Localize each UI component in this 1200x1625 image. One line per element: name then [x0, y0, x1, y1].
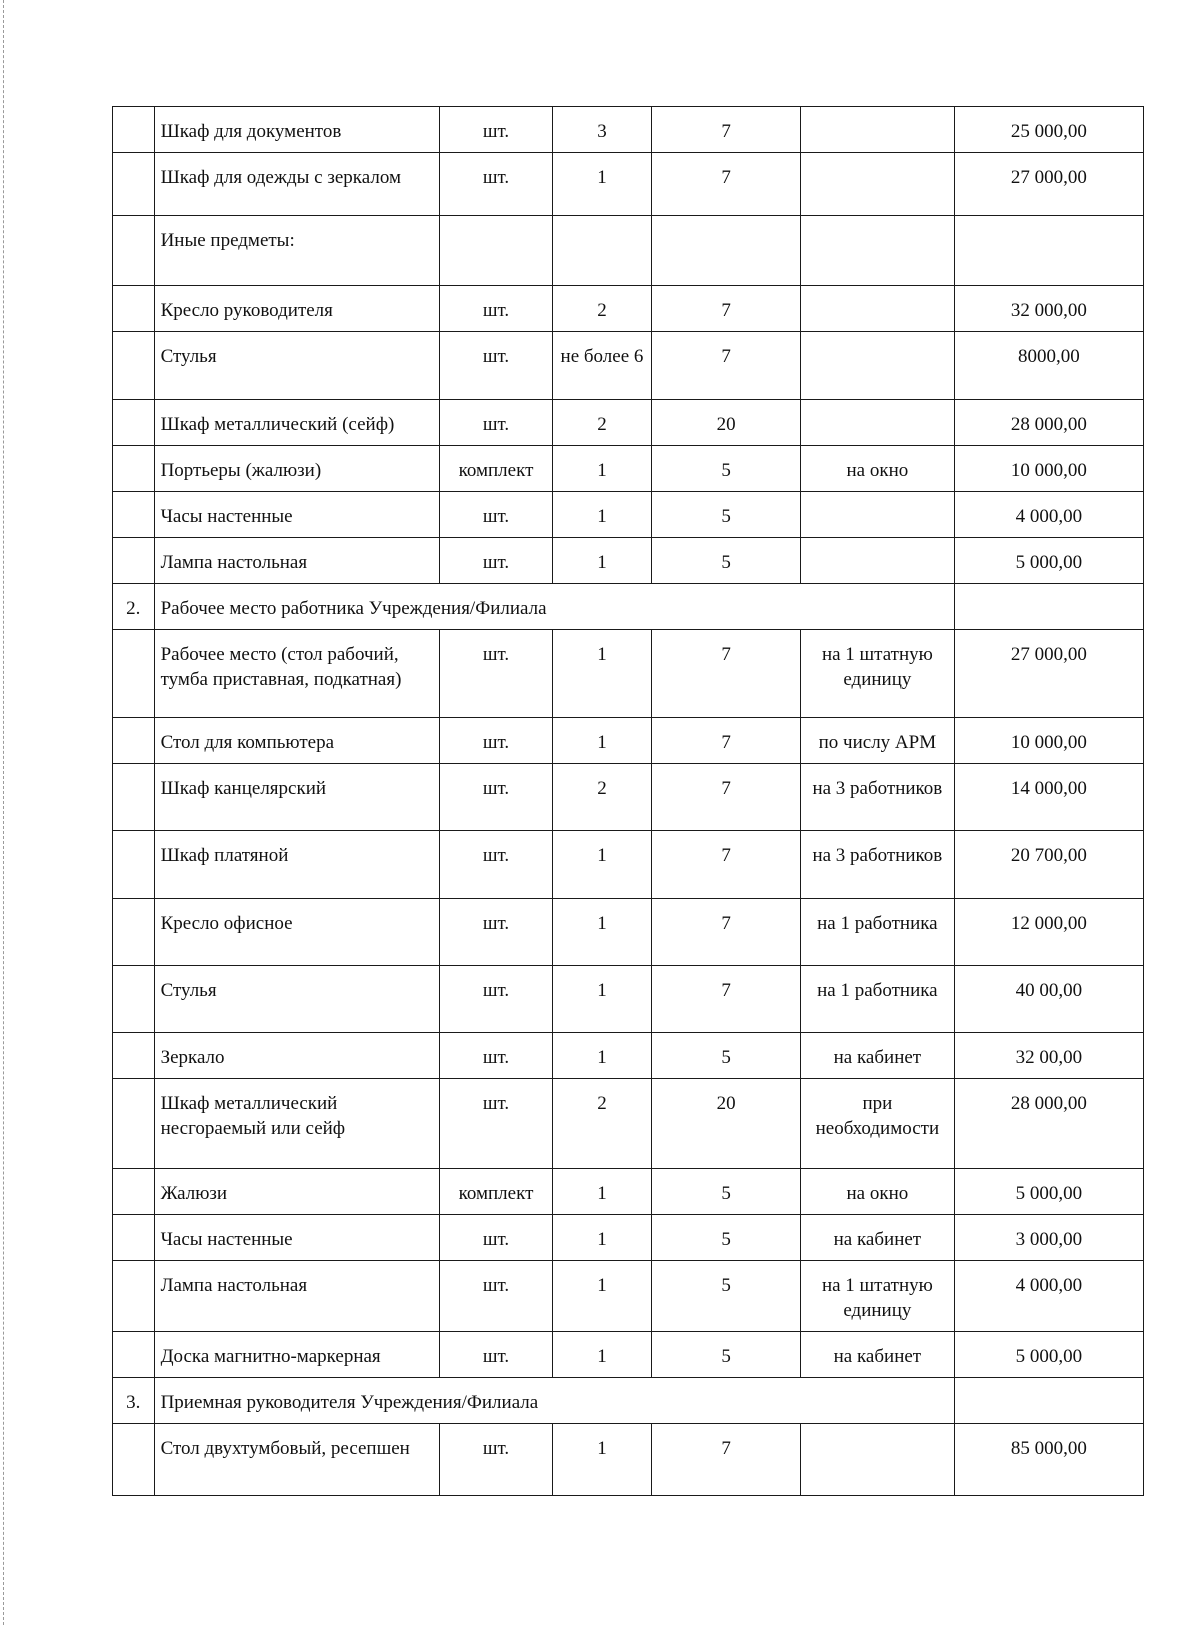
- row-number-cell: [113, 718, 155, 764]
- service-life-cell: 7: [652, 899, 801, 966]
- unit-cell: шт.: [440, 1033, 552, 1079]
- table-row: [113, 831, 1144, 899]
- row-number-cell: [113, 538, 155, 584]
- row-number-cell: [113, 332, 155, 400]
- quantity-cell: 1: [552, 1169, 652, 1215]
- quantity-cell: 1: [552, 446, 652, 492]
- note-cell: на окно: [800, 1169, 954, 1215]
- quantity-cell: 2: [552, 400, 652, 446]
- quantity-cell: 3: [552, 107, 652, 153]
- quantity-cell: 2: [552, 286, 652, 332]
- equipment-table: [112, 106, 1144, 1496]
- price-cell: 5 000,00: [954, 538, 1143, 584]
- note-cell: [800, 400, 954, 446]
- item-name-cell: Жалюзи: [154, 1169, 440, 1215]
- note-cell: на 3 работников: [800, 764, 954, 831]
- service-life-cell: 5: [652, 1215, 801, 1261]
- service-life-cell: [652, 216, 801, 286]
- note-cell: [800, 153, 954, 216]
- table-row: [113, 630, 1144, 718]
- unit-cell: шт.: [440, 492, 552, 538]
- item-name-cell: Портьеры (жалюзи): [154, 446, 440, 492]
- note-cell: [800, 107, 954, 153]
- table-row: [113, 966, 1144, 1033]
- service-life-cell: 20: [652, 400, 801, 446]
- price-cell: 20 700,00: [954, 831, 1143, 899]
- service-life-cell: 5: [652, 492, 801, 538]
- item-name-cell: Шкаф канцелярский: [154, 764, 440, 831]
- unit-cell: комплект: [440, 1169, 552, 1215]
- item-name-cell: Шкаф металлический (сейф): [154, 400, 440, 446]
- unit-cell: шт.: [440, 764, 552, 831]
- item-name-cell: Кресло офисное: [154, 899, 440, 966]
- quantity-cell: [552, 216, 652, 286]
- unit-cell: шт.: [440, 286, 552, 332]
- note-cell: на окно: [800, 446, 954, 492]
- item-name-cell: Лампа настольная: [154, 1261, 440, 1332]
- row-number-cell: [113, 899, 155, 966]
- quantity-cell: 1: [552, 1261, 652, 1332]
- row-number-cell: [113, 216, 155, 286]
- row-number-cell: [113, 107, 155, 153]
- table-row: [113, 107, 1144, 153]
- price-cell: 10 000,00: [954, 446, 1143, 492]
- unit-cell: шт.: [440, 1261, 552, 1332]
- note-cell: на кабинет: [800, 1033, 954, 1079]
- row-number-cell: [113, 1079, 155, 1169]
- table-row: [113, 400, 1144, 446]
- unit-cell: шт.: [440, 332, 552, 400]
- item-name-cell: Шкаф металлический несгораемый или сейф: [154, 1079, 440, 1169]
- table-row: [113, 1261, 1144, 1332]
- unit-cell: шт.: [440, 1332, 552, 1378]
- price-cell: [954, 216, 1143, 286]
- service-life-cell: 7: [652, 332, 801, 400]
- note-cell: [800, 216, 954, 286]
- table-row: [113, 492, 1144, 538]
- note-cell: по числу АРМ: [800, 718, 954, 764]
- item-name-cell: Шкаф для документов: [154, 107, 440, 153]
- service-life-cell: 5: [652, 538, 801, 584]
- table-body: [113, 107, 1144, 1496]
- price-cell: 5 000,00: [954, 1169, 1143, 1215]
- unit-cell: шт.: [440, 107, 552, 153]
- unit-cell: шт.: [440, 400, 552, 446]
- price-cell: 28 000,00: [954, 400, 1143, 446]
- section-title: Приемная руководителя Учреждения/Филиала: [154, 1378, 954, 1424]
- service-life-cell: 7: [652, 764, 801, 831]
- service-life-cell: 7: [652, 966, 801, 1033]
- unit-cell: комплект: [440, 446, 552, 492]
- unit-cell: шт.: [440, 1079, 552, 1169]
- quantity-cell: 1: [552, 1332, 652, 1378]
- section-row: [113, 1378, 1144, 1424]
- item-name-cell: Часы настенные: [154, 492, 440, 538]
- price-cell: 8000,00: [954, 332, 1143, 400]
- quantity-cell: 1: [552, 966, 652, 1033]
- price-cell: 27 000,00: [954, 630, 1143, 718]
- service-life-cell: 5: [652, 1332, 801, 1378]
- note-cell: на 1 штатную единицу: [800, 1261, 954, 1332]
- price-cell: 12 000,00: [954, 899, 1143, 966]
- item-name-cell: Стулья: [154, 966, 440, 1033]
- quantity-cell: 1: [552, 831, 652, 899]
- note-cell: [800, 332, 954, 400]
- price-cell: 5 000,00: [954, 1332, 1143, 1378]
- item-name-cell: Зеркало: [154, 1033, 440, 1079]
- price-cell: 4 000,00: [954, 1261, 1143, 1332]
- row-number-cell: [113, 831, 155, 899]
- quantity-cell: 1: [552, 899, 652, 966]
- price-cell: 3 000,00: [954, 1215, 1143, 1261]
- table-row: [113, 1169, 1144, 1215]
- unit-cell: шт.: [440, 538, 552, 584]
- note-cell: на 3 работников: [800, 831, 954, 899]
- quantity-cell: не более 6: [552, 332, 652, 400]
- service-life-cell: 5: [652, 446, 801, 492]
- note-cell: [800, 1424, 954, 1496]
- item-name-cell: Часы настенные: [154, 1215, 440, 1261]
- price-cell: 40 00,00: [954, 966, 1143, 1033]
- service-life-cell: 7: [652, 107, 801, 153]
- note-cell: на кабинет: [800, 1215, 954, 1261]
- row-number-cell: [113, 446, 155, 492]
- quantity-cell: 1: [552, 1033, 652, 1079]
- row-number-cell: [113, 630, 155, 718]
- table-row: [113, 446, 1144, 492]
- item-name-cell: Лампа настольная: [154, 538, 440, 584]
- service-life-cell: 7: [652, 718, 801, 764]
- service-life-cell: 7: [652, 1424, 801, 1496]
- table-row: [113, 286, 1144, 332]
- quantity-cell: 1: [552, 1215, 652, 1261]
- unit-cell: шт.: [440, 153, 552, 216]
- table-row: [113, 1332, 1144, 1378]
- table-row: [113, 153, 1144, 216]
- service-life-cell: 7: [652, 831, 801, 899]
- row-number-cell: [113, 153, 155, 216]
- table-row: [113, 216, 1144, 286]
- quantity-cell: 1: [552, 630, 652, 718]
- item-name-cell: Шкаф платяной: [154, 831, 440, 899]
- service-life-cell: 5: [652, 1033, 801, 1079]
- table-row: [113, 1033, 1144, 1079]
- item-name-cell: Стол двухтумбовый, ресепшен: [154, 1424, 440, 1496]
- section-row: [113, 584, 1144, 630]
- section-price-cell: [954, 1378, 1143, 1424]
- note-cell: [800, 492, 954, 538]
- unit-cell: [440, 216, 552, 286]
- item-name-cell: Иные предметы:: [154, 216, 440, 286]
- note-cell: [800, 538, 954, 584]
- item-name-cell: Доска магнитно-маркерная: [154, 1332, 440, 1378]
- row-number-cell: [113, 1169, 155, 1215]
- service-life-cell: 7: [652, 286, 801, 332]
- quantity-cell: 1: [552, 718, 652, 764]
- service-life-cell: 20: [652, 1079, 801, 1169]
- row-number-cell: [113, 1261, 155, 1332]
- service-life-cell: 7: [652, 630, 801, 718]
- price-cell: 27 000,00: [954, 153, 1143, 216]
- note-cell: на кабинет: [800, 1332, 954, 1378]
- unit-cell: шт.: [440, 1215, 552, 1261]
- item-name-cell: Рабочее место (стол рабочий, тумба приставная, подкатная): [154, 630, 440, 718]
- price-cell: 4 000,00: [954, 492, 1143, 538]
- unit-cell: шт.: [440, 899, 552, 966]
- item-name-cell: Кресло руководителя: [154, 286, 440, 332]
- unit-cell: шт.: [440, 718, 552, 764]
- row-number-cell: [113, 764, 155, 831]
- row-number-cell: [113, 1424, 155, 1496]
- note-cell: при необходимости: [800, 1079, 954, 1169]
- row-number-cell: [113, 966, 155, 1033]
- item-name-cell: Стол для компьютера: [154, 718, 440, 764]
- table-row: [113, 1079, 1144, 1169]
- quantity-cell: 1: [552, 153, 652, 216]
- table-row: [113, 764, 1144, 831]
- table-row: [113, 718, 1144, 764]
- quantity-cell: 1: [552, 492, 652, 538]
- scan-edge-line: [3, 0, 4, 1625]
- note-cell: [800, 286, 954, 332]
- quantity-cell: 2: [552, 764, 652, 831]
- price-cell: 25 000,00: [954, 107, 1143, 153]
- section-number: 2.: [113, 584, 155, 630]
- service-life-cell: 5: [652, 1261, 801, 1332]
- section-number: 3.: [113, 1378, 155, 1424]
- row-number-cell: [113, 1332, 155, 1378]
- row-number-cell: [113, 492, 155, 538]
- price-cell: 32 00,00: [954, 1033, 1143, 1079]
- price-cell: 85 000,00: [954, 1424, 1143, 1496]
- quantity-cell: 1: [552, 538, 652, 584]
- table-row: [113, 538, 1144, 584]
- price-cell: 32 000,00: [954, 286, 1143, 332]
- note-cell: на 1 работника: [800, 966, 954, 1033]
- item-name-cell: Шкаф для одежды с зеркалом: [154, 153, 440, 216]
- row-number-cell: [113, 1033, 155, 1079]
- unit-cell: шт.: [440, 1424, 552, 1496]
- unit-cell: шт.: [440, 630, 552, 718]
- row-number-cell: [113, 400, 155, 446]
- price-cell: 28 000,00: [954, 1079, 1143, 1169]
- price-cell: 10 000,00: [954, 718, 1143, 764]
- quantity-cell: 1: [552, 1424, 652, 1496]
- table-row: [113, 899, 1144, 966]
- row-number-cell: [113, 286, 155, 332]
- price-cell: 14 000,00: [954, 764, 1143, 831]
- unit-cell: шт.: [440, 831, 552, 899]
- note-cell: на 1 работника: [800, 899, 954, 966]
- table-row: [113, 1215, 1144, 1261]
- note-cell: на 1 штатную единицу: [800, 630, 954, 718]
- unit-cell: шт.: [440, 966, 552, 1033]
- section-price-cell: [954, 584, 1143, 630]
- service-life-cell: 5: [652, 1169, 801, 1215]
- row-number-cell: [113, 1215, 155, 1261]
- item-name-cell: Стулья: [154, 332, 440, 400]
- quantity-cell: 2: [552, 1079, 652, 1169]
- table-row: [113, 332, 1144, 400]
- table-row: [113, 1424, 1144, 1496]
- service-life-cell: 7: [652, 153, 801, 216]
- section-title: Рабочее место работника Учреждения/Филиала: [154, 584, 954, 630]
